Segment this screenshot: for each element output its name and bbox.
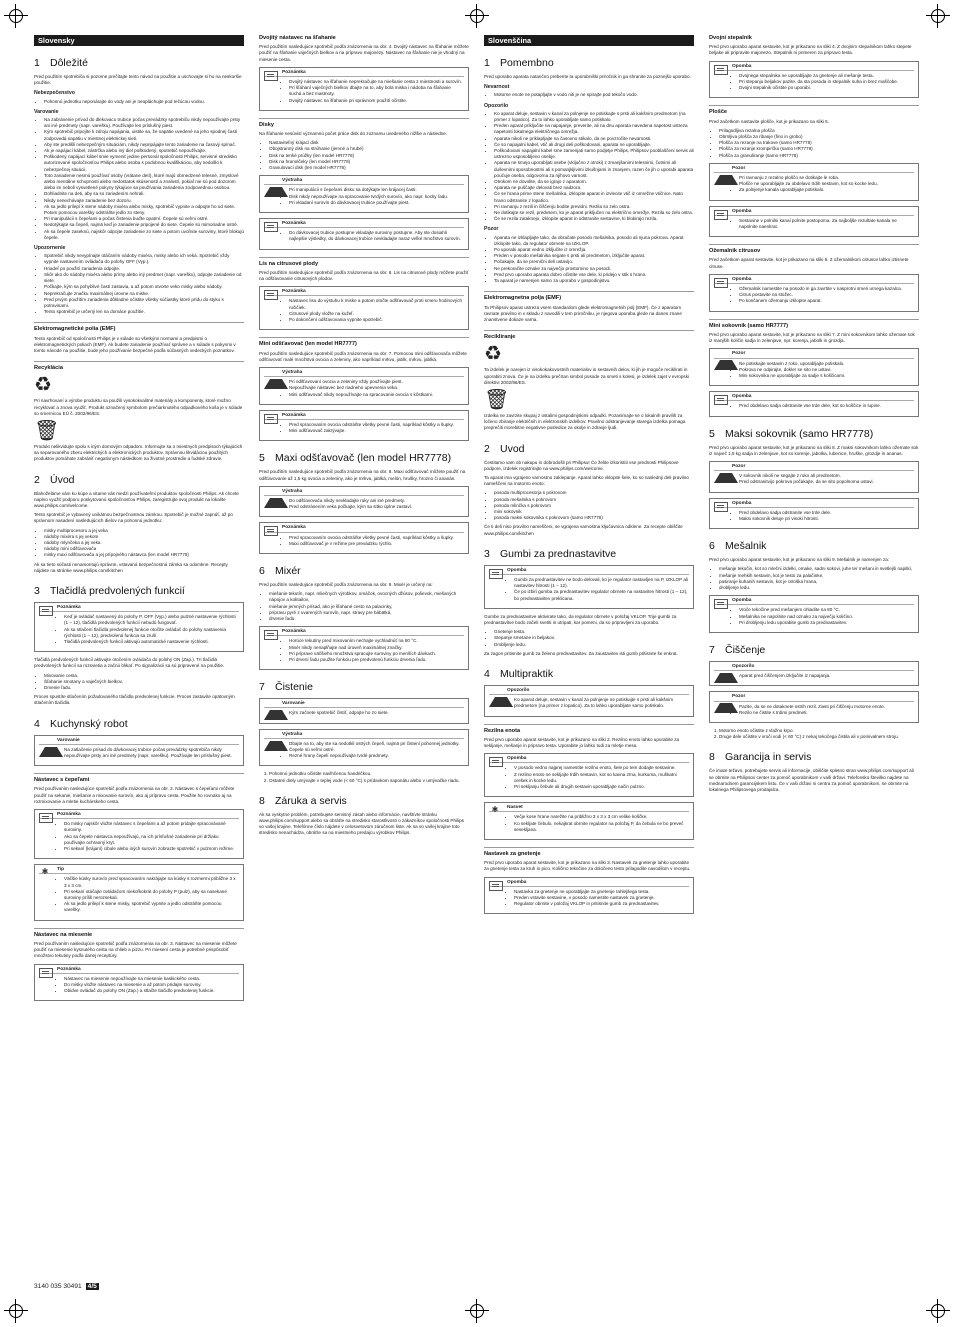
warning-icon — [264, 733, 288, 751]
note-box: Opomba • Pred obdelavo sadja odstranite vse trde dele. • Maksi sokovnik deluje pri visoki hitrosti. — [709, 498, 919, 530]
paragraph: Če ti deli niso pravilno nameščeni, se vgrajena varnostna ključavnica odklene. Za recepte obiščite www.philips.com/kitchen — [484, 524, 683, 536]
warning-box: Pozor • V sokovnik nikoli ne segajte z roko ali predmetom. • Pred odstranitvijo pokrova počakajte, da se sito popolnoma ustavi. — [709, 461, 919, 493]
section-title: 5 Maksi sokovnik (samo HR7778) — [709, 427, 874, 440]
paragraph: Pred použitím nasledujúce spotrebič podľa znázornenia na obr. 8. Maxi odšťavovač môžete použiť na odšťavovanie až 1,5 kg ovocia a zeleniny, ako je mrkva, jablká, melón, hrušky, hrozno či ananás. — [259, 469, 466, 481]
paragraph: Ak sa vyskytne problém, potrebujete servisný zásah alebo informácie, navštívte stránku www.philips.com/support alebo sa obráťte na stredisko starostlivosti o zákazníkov spoločnosti Philips vo vašej krajine. Telefónne číslo nájdete v celosvetovom záručnom liste. Ak sa vo vašej krajine toto stredisko nenachádza, obráťte sa na miestneho predajcu výrobkov Philips. — [259, 811, 464, 836]
subheading: Recyklácia — [34, 361, 244, 371]
section-title: 3 Gumbi za prednastavitve — [484, 547, 617, 560]
subheading: Nastavek za gnetenje — [484, 847, 694, 857]
paragraph: Ak sa tieto súčasti nenamontujú správne, vstavaná bezpečnostná zámka sa odomkne. Recepty nájdete na stránke www.philips.com/kitchen — [34, 561, 228, 573]
paragraph: Čestitamo vam ob nakupu in dobrodošli pri Philipsu! Če želite izkoristiti vse prednosti Philipsove podpore, izdelek registrirajte na www.philips.com/welcome. — [484, 459, 679, 471]
list: • Motorne enote ne potapljajte v vodo niti je ne spirajte pod tekočo vodo. — [484, 92, 694, 98]
recycle-icon: ♻ — [484, 343, 502, 366]
warning-box: Varovanie • Kým začnete spotrebič čistiť, odpojte ho zo siete. — [259, 698, 469, 723]
note-box: Opomba • Dvojnega stepalnika ne uporabljajte za gnetenje ali mešanje testa. • Pri stepanju beljakov pazite, da sta posoda in stepalnik suha in brez maščobe. • Dvojni stepalnik očistite po uporabi. — [709, 61, 919, 99]
note-box: Opomba • Gumbi za prednastavitev ne bodo delovali, ko je regulator nastavljen na P, IZKLOP ali nastavitev hitrosti (1 – 12). • Če po izbiri gumba za prednastavitev regulator obrnete na nastavitev hitrosti (1 – 12), bo prednastavitev preklicana. — [484, 565, 694, 609]
subheading: Nástavec s čepeľami — [34, 773, 244, 783]
language-header: Slovenščina — [484, 35, 694, 46]
subheading: Elektromagnetna polja (EMF) — [484, 291, 694, 301]
note-box: Poznámka • Horúce tekutiny pred mixovaním nechajte vychladnúť na 80 °C. • Mixér nikdy nenapĺňajte nad úroveň maximálnej značky. • Pri príprave väčšieho množstva spracujte suroviny po menších dávkach. • Pri drvení ľadu použite funkciu pre predvolenú funkciu drvenia ľadu. — [259, 626, 469, 670]
subheading: Nevarnost — [484, 84, 510, 91]
note-icon — [39, 968, 53, 978]
subheading: Recikliranje — [484, 330, 694, 340]
tip-icon: ✱ — [41, 867, 49, 877]
crop-mark-icon — [465, 4, 489, 28]
note-box: Poznámka • Do misky najskôr vložte nástavec s čepeľami a až potom pridajte spracovávané suroviny. • Ako sa čepele nástavca nepoužívajú, na ich prísľušné zariadenie pri držiaku používajte ochranný kryt. • Pri sekaní (krájaní) cibule alebo iných surovín zobrazte spotrebič v pulznom režime. — [34, 809, 244, 859]
warning-icon — [489, 689, 513, 707]
note-icon — [714, 395, 728, 405]
list: • Aparata ne izklapljajte tako, da obračate posodo mešalnika, posodo ali njuna pokrova. Aparat izklopite tako, da regulator obrnete na IZKLOP. • Po uporabi aparat vedno izključite iz omrežja. • Preden v posodo mešalnika segate s prsti ali predmetom, izključite aparat. • Počakajte, da se premični deli ustavijo. • Ne prekoračite oznake za največjo prostornino na posodi. • Pred prvo uporabo aparata dobro očistite vse dele, ki pridejo v stik s hrano. • Ta aparat je namenjen samo za uporabo v gospodinjstvu. — [484, 235, 694, 285]
note-icon — [714, 502, 728, 512]
tip-box: ✱ Tip • Väčšie kúsky surovín pred spracovaním nakrájajte na kúsky s rozmermi približne 3 x 3 x 3 cm. • Pri sekaní otáčajte ovládačom niekoľkokrát do polohy P (pulz), aby sa nasekané suroviny príliš nerozsekali. • Ak sa jedlo prilepí k stene misky, spotrebič vypnite a jedlo odstráňte pomocou varešky. — [34, 864, 244, 920]
section-title: 7 Čistenie — [259, 681, 313, 694]
subheading: Ožemalnik citrusov — [709, 244, 919, 254]
crossed-bin-icon: 🗑 — [484, 388, 510, 411]
section-title: 8 Garancija in servis — [709, 751, 812, 764]
crop-mark-icon — [4, 1299, 28, 1323]
crop-mark-icon — [465, 1299, 489, 1323]
warning-box: Varovanie • Na zatlačenie prísad do dávkovacej trubice počas prevádzky spotrebiča nikdy nepoužívajte prsty ani iné predmety (napr. varešku). Používajte len príslušný piest. — [34, 735, 244, 767]
subheading: Mini sokovnik (samo HR7777) — [709, 319, 919, 329]
paragraph: Pred prvo uporabo aparat sestavite, kot je prikazano na sliki 8. Z maksi sokovnikom lahko ožemate sok iz največ 1,5 kg sadja in zelenjave, kot so korenje, jabolka, lubenice, hruške, grozdje in ananas. — [709, 444, 919, 456]
tip-icon: ✱ — [491, 805, 499, 815]
note-icon — [264, 222, 278, 232]
subheading: Plošče — [709, 105, 919, 115]
note-box: Opomba • Ožemalnik namestite na posodo in ga zavrtite v nasprotni smeri urnega kazalca. • Citrus postavite na stožec. • Po končanem ožemanju izklopite aparat. — [709, 274, 919, 312]
crop-mark-icon — [926, 4, 950, 28]
note-box: Poznámka • Do dávkovacej trubice postupne vkladajte suroviny postupne. Aby ste dosiahli najlepšie výsledky, do dávkovacej trubice nevkladajte naraz veľké množstvo surovín. — [259, 218, 469, 250]
note-box: Poznámka • Pred spracovaním ovocia odstráňte všetky pevné časti, napríklad kôstky a šupky. • Mini odšťavovač zakrývajte. — [259, 410, 469, 442]
crop-mark-icon — [926, 1299, 950, 1323]
warning-box: Opozorilo • Ko aparat deluje, sestavin v kanal za polnjenje ne potiskajte s prsti ali kakšnim predmetom (na primer z lopatico). Za to lahko uporabljate samo potiskalo. — [484, 685, 694, 717]
subheading: Rezilna enota — [484, 724, 694, 734]
warning-box: Opozorilo • Aparat pred čiščenjem izključite iz napajanja. — [709, 661, 919, 686]
paragraph: Proces spustíte stlačením požadovaného tlačidla predvolenej funkcie. Proces zastavíte opätovným stlačením tlačidla. — [34, 694, 235, 706]
note-icon — [264, 414, 278, 424]
paragraph: Ta izdelek je narejen iz visokokakovostnih materialov in sestavnih delov, ki jih je mogoče reciklirati in uporabiti znova. Če je na izdelku prečrtan simbol posode za smeti s kolesi, je izdelek zajet v evropski direktivi 2002/96/ES. — [484, 367, 690, 385]
warning-icon — [714, 167, 738, 185]
column-slovak-1 — [34, 35, 244, 1006]
list: 1. Pohonnú jednotku očistite navlhčenou handričkou. 2. Ostatné diely umývajte v teplej vode (< 60 °C) s prídavkom saponátu alebo v umývačke riadu. — [259, 771, 469, 783]
paragraph: Za zagon pritisnite gumb za želeno prednastavitev. Za zaustavitev isti gumb pritisnite še enkrat. — [484, 650, 678, 656]
warning-box: Pozor • Pazite, da se ne dotaknete ostrih rezil, zlasti pri čiščenju motorne enote. • Rezilo ne čistite s trdimi predmeti. — [709, 691, 919, 723]
list: • Nastaviteľný krájací disk • Obojstranný disk na strúhanie (jemné a hrubé) • Disk na tenké prúžky (len model HR7778) • Disk na hranolčeky (len model HR7778) • Granulovací disk (len model HR7778) — [259, 140, 469, 171]
warning-box: Pozor • Pri ravnanju z rezalno ploščo se dotikajte le roba. • Plošče ne uporabljajte za obdelavo trdih sestavin, kot so kocke ledu. • Za polnjenje kanala uporabljajte potiskalo. — [709, 163, 919, 201]
note-icon — [489, 569, 503, 579]
list: • Ko aparat deluje, sestavin v kanal za polnjenje ne potiskajte s prsti ali kakšnim predmetom (na primer z lopatico). Za to lahko uporabljate samo potiskalo. • Preden aparat priključite na napajanje, preverite, ali na dnu aparata navedena napetost ustreza napetosti lokalnega električnega omrežja. • Aparata nikoli ne priklapljajte na časovno stikalo, da ne povzročite nevarnosti. • Če so napajalni kabel, vtič ali drugi deli poškodovani, aparata ne uporabljajte. • Poškodovani napajalni kabel sme zamenjati samo podjetje Philips, Philipsov pooblaščeni servis ali ustrezno usposobljeno osebje. • Aparata ne smejo uporabljati osebe (vključno z otroki) z zmanjšanimi telesnimi, čutnimi ali duševnimi sposobnostmi ali s pomanjkljivimi izkušnjami in znanjem, razen če jih o uporabi aparata poučuje oseba, odgovorna za njihovo varnost. • Otrokom ne dovolite, da se igrajo z aparatom. • Aparata ne puščajte delovati brez nadzora. • Če se hrana prime stene mešalnika, izklopite aparat in izvlecite vtič iz omrežne vtičnice. Nato hrano odstranite z lopatico. • Pri ravnanju z rezili in čiščenju bodite previdni. Rezila so zelo ostra. • Ne dotikajte se rezil, predvsem, ko je aparat priključen na električno omrežje. Rezila so zelo ostra. • Če se rezila zataknejo, izklopite aparat in odstranite sestavine, ki blokirajo rezila. — [484, 111, 694, 223]
section-title: 4 Kuchynský robot — [34, 717, 128, 730]
paragraph: Pred začetkom nastavite plošče, kot je prikazano na sliki 5. — [709, 118, 830, 124]
subheading: Dvojni stepalnik — [709, 35, 752, 41]
list: • Mixovanie cesta. • Šľahanie smotany a vaječných bielkov. • Drvenie ľadu. — [34, 673, 244, 692]
subheading: Elektromagnetické polia (EMF) — [34, 322, 244, 332]
warning-icon — [714, 465, 738, 483]
note-icon — [264, 630, 278, 640]
warning-icon — [714, 665, 738, 683]
section-title: 8 Záruka a servis — [259, 794, 347, 807]
paragraph: Pred používaním nasledujúce spotrebič podľa znázornenia na obr. 3. Nástavec na miesenie môžete použiť na miesenie kysnutého cesta na chlieb a pizzu. Pri miesení cesta je potrebné prispôsobiť množstvo tekutiny podľa danej receptúry. — [34, 940, 237, 959]
section-title: 3 Tlačidlá predvolených funkcií — [34, 584, 185, 597]
paragraph: Tlačidlá predvolených funkcií aktivujte otočením ovládača do polohy ON (Zap.). Tri tlačidlá predvolených funkcií sa rozsvietia a začnú blikať. Po signalizácii sa sú pripravené na použitie. — [34, 657, 225, 669]
list: • Gnetenje testa. • Stepanje smetane in beljakov. • Drobljenje ledu. — [484, 629, 694, 648]
paragraph: Pred použitím nasledujúce spotrebič podľa znázornenia na obr. 6. Lis na citrusové plody môžete použiť na odšťavovanie citrusových plodov. — [259, 269, 469, 282]
note-box: Opomba • Nastavka za gnetenje ne uporabljajte za gnetenje rahlejšega testa. • Preden vstavite sestavine, v posodo namestite nastavek za gnetenje. • Regulator obrnite v položaj VKLOP in pritisnite gumb za prednastavitev. — [484, 877, 694, 915]
subheading: Opozorilo — [484, 102, 509, 109]
warning-icon — [714, 352, 738, 370]
note-box: Poznámka • Nástavec lisu do výstuhu k miske a potom otočte odšťavovač proti smeru hodinových ručičiek. • Citrusové plody vložte na kužeľ. • Po dokončení odšťavovania vypnite spotrebič. — [259, 286, 469, 330]
crossed-bin-icon: 🗑 — [34, 419, 60, 442]
note-icon — [264, 290, 278, 300]
subheading: Nástavec na miesenie — [34, 928, 244, 938]
warning-box: Výstraha • Do odšťavovača nikdy nevkladajte ruky ani iné predmety. • Pred odstránením veka počkajte, kým sa sitko úplne zastaví. — [259, 486, 469, 518]
section-title: 5 Maxi odšťavovač (len model HR7778) — [259, 452, 452, 465]
language-header: Slovensky — [34, 35, 244, 46]
warning-box: Výstraha • Pri manipulácii s čepeľami disku sa dotýkajte len krájacej časti. • Disk nikdy nepoužívajte na spracovanie tvrdých surovín, ako napr. kocky ľadu. • Pri vkladaní surovín do dávkovacej trubice používajte piest. — [259, 175, 469, 213]
section-title: 7 Čiščenje — [709, 643, 766, 656]
warning-box: Výstraha • Dbajte na to, aby ste sa nedotkli ostrých čepelí, najmä pri čistení pohonnej jednotky. Čepele sú veľmi ostré. • Rezné hrany čepelí nepoužívajte tvrdé predmety. — [259, 729, 469, 767]
list: • miešanie tekutín, napr. mliečnych výrobkov, omáčok, ovocných džúsov, polievok, miešaných nápojov a koktailov, • miešanie jemných prísad, ako je šľahané cesto na palacinky, • prípravu pyré z uvarených surovín, napr. stravy pre bábätká, • drvenie ľadu. — [259, 591, 469, 622]
paragraph: Pred použitím nasledujúce spotrebič podľa znázornenia na obr. 4. Dvojitý nástavec na šľahanie môžete použiť na šľahanie vaječných bielkov a na prípravu majonézy. Nástavec na šľahanie nie je vhodný na miesenie cesta. — [259, 44, 469, 62]
section-title: 6 Mixér — [259, 564, 301, 577]
subheading: Nebezpečenstvo — [34, 90, 75, 97]
subheading: Disky — [259, 118, 469, 128]
list: • misky multiprocesoru a jej veka • nádoby mixéra s jej vekom • nádoby mlynčeka a jej veka • nádoby mini odšťavovača • misky maxi odšťavovača a jej prípojného nástavca (len model HR7778) — [34, 528, 244, 559]
note-box: Poznámka • Pred spracovaním ovocia odstráňte všetky pevné časti, napríklad kôstky a šupky. • Maxi odšťavovač je v režime pre prevádzku rýchlo. — [259, 522, 469, 554]
column-slovak-2 — [259, 35, 469, 840]
list: • Pohonnú jednotku neponárajte do vody ani je neopláchujte pod tečúcou vodou. — [34, 99, 244, 105]
note-box: Poznámka • Keď je ovládač nastavený do polohy P, OFF (Vyp.) alebo pulzné nastavenie rýchlosti (1 – 12), tlačidlá predvolených funkcií nebudú fungovať. • Ak sa stlačení tlačidla predvolenej funkcie otočíte ovládač do polohy nastavenia rýchlosti (1 – 12), predvolená funkcia sa zruší. • Tlačidlá predvolených funkcií aktivujú automatické nastavenie rýchlosti. — [34, 602, 244, 652]
subheading: Varovanie — [34, 108, 59, 115]
subheading: Mini odšťavovač (len model HR7777) — [259, 337, 469, 347]
paragraph: Izdelka ne zavrzite skupaj z ostalimi gospodinjskimi odpadki. Pozanimajte se o lokalnih pravilih za ločeno zbiranje električnih in elektronskih izdelkov. Pravilno odstranjevanje starega izdelka pomaga preprečiti morebitne negativne posledice za okolje in zdravje ljudi. — [484, 412, 686, 431]
column-slovene-2 — [709, 35, 919, 796]
note-icon — [489, 881, 503, 891]
subheading: Dvojitý nástavec na šľahanie — [259, 35, 336, 41]
warning-box: Výstraha • Pri odšťavovaní ovocia a zeleniny vždy používajte piest. • Nepoužívajte nástavec bez riadneho upevnenia veka. • Mini odšťavovač nikdy nepoužívajte na spracovanie ovocia s kôstkami. — [259, 367, 469, 405]
paragraph: Pred prvo uporabo aparat sestavite, kot je prikazano na sliki 3. Nastavek za gnetenje lahko uporabite za gnetenje testa za kruh in pico. Količino tekočine za določeno testo prilagodite navodilom v receptu. — [484, 860, 691, 872]
note-box: Opomba • Vroče tekočine pred mešanjem ohladite na 80 °C. • Mešalnika ne napolnite nad oznako za največjo količino. • Pri drobljenju ledu uporabite gumb za prednastavitev. — [709, 595, 919, 633]
paragraph: Pred prvo uporabo aparat sestavite, kot je prikazano na sliki 9. Mešalnik je namenjen za: — [709, 557, 890, 563]
list: • Spotrebič nikdy nevypínajte otáčaním nádoby mixéra, misky alebo ich veká. Spotrebič vždy vypnite nastavením ovládača do polohy OFF (Vyp.). • Hriadeľ po použití zariadenia odpojte. • Skôr ako do nádoby mixéra alebo prímy alebo iný predmet (napr. varešku), odpojte zariadenie od siete. • Počkajte, kým sa pohyblivé časti zastavia, a až potom otvorte veko misky alebo nádoby. • Neprekračujte značku maximálnej úrovne na miske. • Pred prvým použitím zariadenia dôkladne očistite všetky súčiastky ktoré prídu do styku s potravinami. • Tento spotrebič je určený len na domáce použitie. — [34, 253, 244, 315]
note-icon — [714, 278, 728, 288]
tip-box: ✱ Nasvet • Večje kose hrane narežite na približno 3 x 3 x 3 cm velike koščke. • Ko sekljate čebulo, nekajkrat obrnite regulator na položaj P, da čebula ne bo preveč sesekljana. — [484, 802, 694, 840]
warning-box: Pozor • Ne potiskajte sestavin z roko, uporabljajte potiskalo. • Pokrova ne odpirajte, dokler se sito ne ustavi. • Mini sokovnika ne uporabljajte za sadje s koščicami. — [709, 348, 919, 386]
warning-icon — [39, 739, 63, 757]
section-title: 1 Dôležité — [34, 57, 88, 69]
paragraph: Produkt nelikvidujte spolu s iným domovým odpadom. Informujte sa o miestnych predpisoch týkajúcich sa separovaného zberu elektrických a elektronických produktov. Správnou likvidáciou použitých produktov pomáhate zabrániť negatívnym následkom na životné prostredie a ľudské zdravie. — [34, 443, 243, 462]
note-icon — [264, 71, 278, 81]
paragraph: Pred prvo uporabo aparat sestavite, kot je prikazano na sliki 4. Z dvojnim stepalnikom lahko stepete beljake ali pripravite majonezo. Stepalnik ni primeren za pripravo testa. — [709, 44, 912, 56]
note-icon — [39, 606, 53, 616]
column-slovene-1 — [484, 35, 694, 919]
crop-mark-icon — [4, 4, 28, 28]
paragraph: Gumbe za prednastavitve aktivirate tako, da regulator obrnete v položaj VKLOP. Trije gumbi za prednastavitve bodo začeli svetiti in utripati, kar pomeni, da so pripravljeni za uporabo. — [484, 613, 677, 625]
note-icon — [714, 210, 728, 220]
note-box: Poznámka • Nástavec na miesenie nepoužívajte na miesenie kaskického cesta. • Do misky vložte nástavec na miesenie a až potom pridajte suroviny. • Obidve ovládač do polohy ON (Zap.) a stlačte tlačidlo predvolenej funkcie. — [34, 964, 244, 1002]
subheading: Pozor — [484, 226, 499, 233]
list: 1. Motorno enoto očistite z vlažno krpo. 2. Druge dele očistite v vroči vodi (< 60 °C) z nekaj tekočega čistila ali v pomivalnem stroju. — [709, 728, 919, 740]
warning-icon — [264, 179, 288, 197]
section-title: 6 Mešalnik — [709, 540, 767, 553]
paragraph: Pred prvo uporabo aparat sestavite, kot je prikazano na sliki 7. Z mini sokovnikom lahko ožemate sok iz manjših količin sadja in zelenjave, npr. korenja, jabolk in grozdja. — [709, 331, 915, 344]
warning-icon — [264, 702, 288, 720]
paragraph: Pred použitím spotrebiča si pozorne prečítajte tento návod na použitie a uschovajte si ho na neskoršie použitie. — [34, 74, 242, 86]
paragraph: Če imate težavo, potrebujete servis ali informacije, obiščite spletno stran www.philips.com/support ali se obrnite na Philipsov center za pomoč uporabnikom v vaši državi. Telefonsko številko najdete na mednarodnem garancijskem listu. Če v vaši državi ni centra za pomoč uporabnikom, se obrnite na lokalnega Philipsovega prodajalca. — [709, 768, 914, 792]
warning-icon — [714, 695, 738, 713]
paragraph: Pred prvo uporabo aparat sestavite, kot je prikazano na sliki 2. Rezilno enoto lahko uporabite za sekljanje, mešanje in pripravo testa. Uporabite jo lahko tudi za mletje mesa. — [484, 736, 680, 749]
note-icon — [39, 813, 53, 823]
list: • posoda multiprocesorja s pokrovom • posoda mešalnika s pokrovom • posoda mlinčka s pokrovom • mini sokovnik • posoda maksi sokovnika s pokrovom (samo HR7778) — [484, 490, 694, 521]
paragraph: Pred použitím nasledujúce spotrebič podľa znázornenia na obr. 7. Pomocou mini odšťavovača môžete odšťavovať malé množstvá ovocia a zeleniny, ako napríklad mrkvu, jablk, mrkvu, jablká. — [259, 350, 467, 362]
paragraph: Tento spotrebič od spoločnosti Philips je v súlade so všetkými normami a predpismi o elektromagnetických poliach (EMF). Ak budete zariadenie používať správne a v súlade s pokynmi v tomto návode na použitie, bude jeho používanie bezpečné podľa súčasných vedeckých poznatkov. — [34, 335, 236, 353]
recycle-icon: ♻ — [34, 374, 52, 397]
paragraph: Pred použitím nasledujúce spotrebič podľa znázornenia na obr. 9. Mixér je určený na: — [259, 581, 433, 587]
page-footer: 3140 035 30491 4/5 — [34, 1283, 97, 1290]
paragraph: Pred začetkom aparat sestavite, kot je prikazano na sliki 6. Z ožemalnikom citrusov lahko iztisnete citruse. — [709, 257, 909, 269]
note-icon — [714, 599, 728, 609]
section-title: 1 Pomembno — [484, 57, 554, 69]
paragraph: Ta aparat ima vgrajeno varnostno zaklepanje. Aparat lahko vklopite šele, ko so naslednji deli pravilno nameščeni na motorno enoto: — [484, 474, 689, 487]
note-icon — [489, 757, 503, 767]
paragraph: Na šľahanie nesúvisí významnú počet práce disk do zoznamu uvedeného nižšie a následne. — [259, 131, 448, 137]
note-icon — [264, 526, 278, 536]
section-title: 4 Multipraktik — [484, 668, 554, 680]
subheading: Lis na citrusové plody — [259, 257, 469, 267]
paragraph: Pri navrhovaní a výrobe produktu sa použili vysokokvalitné materiály a komponenty, ktoré možno recyklovať a znova využiť. Produkt označený symbolom prečiarknutého odpadkového koša je v súlade so smernicou EÚ č. 2002/96/ES. — [34, 398, 243, 416]
note-box: Opomba • Pred obdelavo sadja odstranite vse trde dele, kot so koščice in lupine. — [709, 391, 919, 416]
note-box: Poznámka • Dvojitý nástavec na šľahanie neprekračujte na miešanie cesta z miestnosti a surovín. • Pri šľahaní vaječných bielkov dbajte na to, aby bola miska i nádoba na šľahanie suchá a bez mastnoty. • Dvojitý nástavec na šľahanie pri správnom použití očistite. — [259, 67, 469, 111]
paragraph: Tento spotrebič je vybavený unikátnou bezpečnostnou zámkou. Spotrebič je možné zapnúť, až po správnom nasadení nasledujúcich dielov na pohonnú jednotku: — [34, 512, 233, 524]
paragraph: Pred uporabo aparata natančno preberite ta uporabniški priročnik in ga shranite za poznejšo uporabo. — [484, 74, 691, 79]
paragraph: Blahoželáme vám ku kúpe a vitame vás medzi používateľmi produktov spoločnosti Philips. Ak chcete naplno využiť podporu poskytovanú spoločnosťou Philips, zaregistrujte svoj produkt na lokalite www.philips.com/welcome. — [34, 490, 239, 508]
warning-icon — [264, 490, 288, 508]
subheading: Upozornenie — [34, 245, 66, 252]
note-box: Opomba • Sestavine v polnilni kanal polnite postopoma. Za najboljše rezultate kanala ne napolnite naenkrat. — [709, 206, 919, 238]
paragraph: Ta Philipsov aparat ustreza vsem standardom glede elektromagnetnih polj (EMF). Če z aparatom ravnate pravilno in v skladu z navodili v tem priročniku, je njegova uporaba glede na danes znane znanstvene dokaze varna. — [484, 304, 682, 322]
note-box: Opomba • V posodo vedno najprej namestite rezilno enoto, šele po tem dodajte sestavine. • Z rezilno enoto ne sekljajte trdih sestavin, kot so kavna zrna, kurkuma, muškatni orešek in kocke ledu. • Pri sekljanju čebule ali drugih sestavin uporabljajte način pulzno. — [484, 753, 694, 797]
section-title: 2 Úvod — [34, 473, 75, 486]
warning-icon — [264, 371, 288, 389]
note-icon — [714, 65, 728, 75]
list: • Na zabránenie prívod do dlekovaco trubice počas prevádzky spotrebiču nikdy nepoužívajte prsty ani iné predmety (napr. varešku). Používajte len príslušný piest. • Kým spotrebič pripojíte k zdroju napájania, uistite sa, že napätie uvedené na jeho spodnej časti zodpovedá napätiu v miestnej elektrickej sieti. • Aby ste predišli nebezpečným situáciám, nikdy nepripájajte tento zariadenie na časový spínač. • Ak je napájací kábel, zástrčka alebo iný diel poškodený, spotrebič nepoužívajte. • Poškodený napájací kábel smie vymeniť jedine personál spoločnosti Philips, servisné stredisko autorizované spoločnosťou Philips alebo osoba s podobnou kvalifikáciou, aby nedošlo k nebezpečnej situácii. • Toto zariadenie nesmú používať osoby (vrátane detí), ktoré majú obmedzené telesné, zmyslové alebo mentálne schopnosti alebo nedostatok skúseností a znalostí, pokiaľ nie sú pod dozorom alebo im neboli vysvetlené pokyny týkajúce sa používania zariadenia zodpovednou osobou. • Dohliadnite na deti, aby sa so zariadením nehrali. • Nikdy nenechávajte zariadenie bez dozoru. • Ak sa jedlo prilepí k stene nádoby mixéra alebo misky, spotrebič vypnite a odpojte ho od siete. Potom pomocou varešky odstráňte jedlo zo steny. • Pri manipulácii s čepeľami a počas čistenia buďte opatrní. Čepele sú veľmi ostré. • Nedotýkajte sa čepelí, najmä keď je zariadenie pripojené do siete. Čepele sú mimoriadne ostré. • Ak sa čepele zaseknú, najskôr odpojte zariadenie zo siete a potom uvoľnite suroviny, ktoré blokujú čepele. — [34, 117, 244, 241]
paragraph: Pred používaním nasledujúce spotrebič podľa znázornenia na obr. 2. Nástavec s čepeľami môžete použiť na sekanie, miešanie a mixovanie surovín, ako aj prípravu cesta. Použite ho rovnako aj na rozmixovanie a mletie kuchárskeho cesta. — [34, 786, 235, 804]
list: • mešanje tekočin, kot so mlečni izdelki, omake, sadni sokovi, juhe ter mešani in svetlejši napitki, • mešanje mehkih sestavin, kot je testo za palačinke, • pasiranje kuhanih sestavin, kot je otroška hrana, • drobljenje ledu. — [709, 566, 919, 591]
section-title: 2 Uvod — [484, 442, 525, 455]
list: • Prilagodljiva rezalna plošča • Obrnljiva plošča za ribanje (fino in grobo) • Plošča za rezanje na trakove (samo HR7778) • Plošča za rezanje krompirčka (samo HR7778) • Plošča za granuliranje (samo HR7778) — [709, 128, 919, 159]
